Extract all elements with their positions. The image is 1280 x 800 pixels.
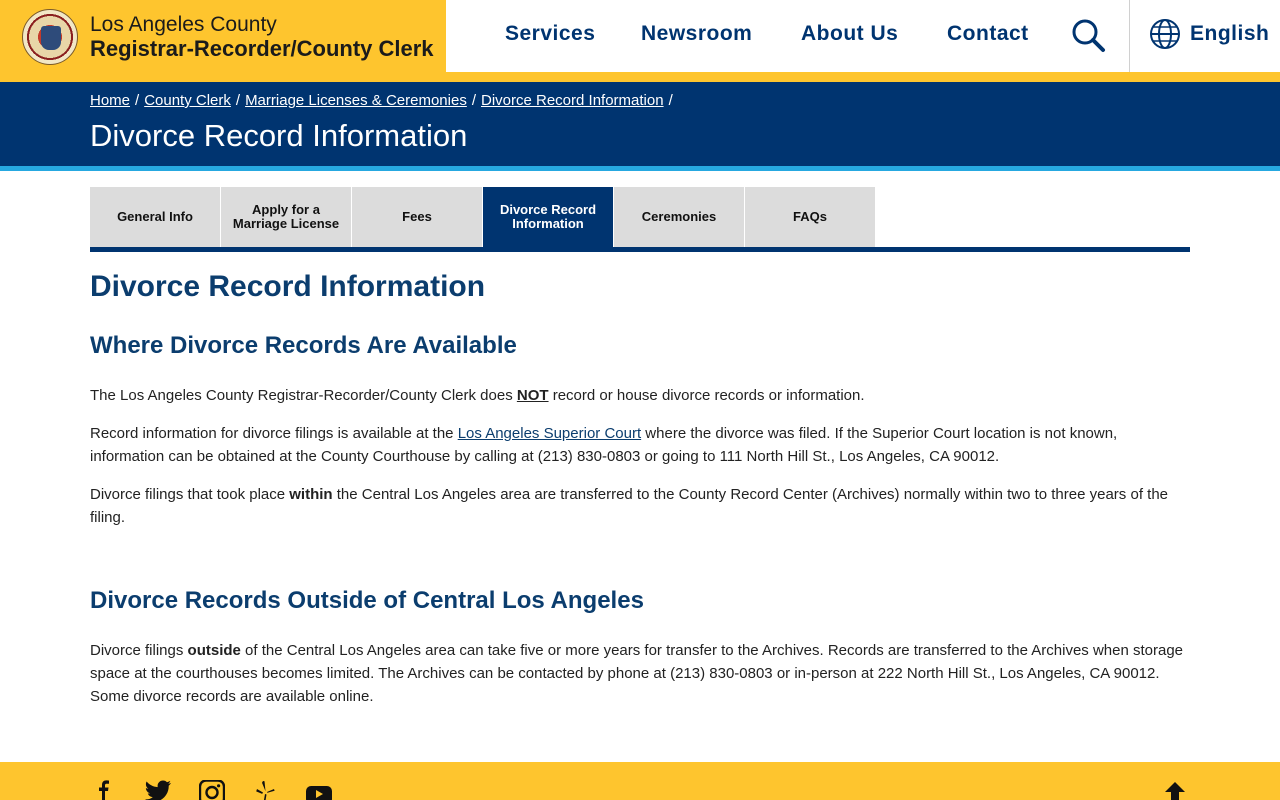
tab-faqs[interactable]: FAQs: [745, 187, 875, 247]
paragraph-central-transfer: [90, 483, 1190, 529]
instagram-link[interactable]: [199, 780, 229, 800]
brand-county-name: Los Angeles County: [90, 13, 277, 36]
breadcrumb-home[interactable]: Home: [90, 92, 131, 109]
paragraph-superior-court: [90, 422, 1190, 468]
back-to-top-button[interactable]: [1162, 780, 1188, 800]
twitter-icon: [145, 780, 173, 800]
breadcrumb-separator: /: [471, 92, 476, 109]
globe-icon: [1148, 17, 1182, 51]
nav-newsroom[interactable]: Newsroom: [641, 22, 753, 45]
youtube-link[interactable]: [305, 780, 335, 800]
arrow-up-icon: [1162, 780, 1188, 800]
language-selector[interactable]: [1148, 16, 1269, 52]
tab-apply-marriage-license[interactable]: Apply for a Marriage License: [221, 187, 351, 247]
language-label: English: [1190, 22, 1270, 45]
section-heading-availability: Where Divorce Records Are Available: [90, 332, 517, 359]
facebook-link[interactable]: [94, 780, 124, 800]
breadcrumb-separator: /: [135, 92, 140, 109]
paragraph-text: record or house divorce records or information.: [548, 387, 865, 404]
yelp-icon: [253, 780, 279, 800]
paragraph-text: Divorce filings: [90, 642, 188, 659]
brand-block[interactable]: [0, 0, 446, 82]
twitter-link[interactable]: [145, 780, 175, 800]
paragraph-text: the Central Los Angeles area are transferred to the County Record Center (Archives) normally within two to three years of the filing.: [90, 486, 1169, 526]
header-accent-strip: [446, 72, 1280, 82]
breadcrumb-divorce-records[interactable]: Divorce Record Information: [481, 92, 664, 109]
breadcrumb-county-clerk[interactable]: County Clerk: [144, 92, 231, 109]
breadcrumb: [90, 92, 678, 109]
tab-general-info[interactable]: General Info: [90, 187, 220, 247]
breadcrumb-marriage-licenses[interactable]: Marriage Licenses & Ceremonies: [245, 92, 467, 109]
tab-ceremonies[interactable]: Ceremonies: [614, 187, 744, 247]
breadcrumb-separator: /: [235, 92, 241, 109]
site-footer: [0, 762, 1280, 800]
search-button[interactable]: [1068, 16, 1108, 56]
breadcrumb-separator: /: [668, 92, 673, 109]
brand-department-name: Registrar-Recorder/County Clerk: [90, 36, 434, 61]
header-divider: [1129, 0, 1130, 72]
emphasis-outside: outside: [187, 642, 241, 659]
nav-services[interactable]: Services: [505, 22, 596, 45]
banner-accent-line: [0, 166, 1280, 171]
paragraph-text: Divorce filings that took place: [90, 486, 290, 503]
tab-fees[interactable]: Fees: [352, 187, 482, 247]
paragraph-not-recorded: [90, 384, 1190, 407]
tab-divorce-record-information[interactable]: Divorce Record Information: [483, 187, 613, 247]
paragraph-text: of the Central Los Angeles area can take five or more years for transfer to the Archives. Records are transferred to the Archives when storage space at the courthouses becomes limited. The Archives can be contacted by phone at (213) 830-0803 or in-person at 222 North Hill St., Los Angeles, CA 90012. Some divorce records are available online.: [90, 642, 1184, 705]
nav-contact[interactable]: Contact: [947, 22, 1029, 45]
page-title: Divorce Record Information: [90, 118, 468, 153]
paragraph-text: where the divorce was filed. If the Superior Court location is not known, information can be obtained at the County Courthouse by calling at (213) 830-0803 or going to 111 North Hill St., Los Angeles, CA 90012.: [90, 425, 1118, 465]
superior-court-link[interactable]: Los Angeles Superior Court: [457, 425, 642, 442]
emphasis-not: NOT: [516, 387, 549, 404]
facebook-icon: [94, 780, 114, 800]
paragraph-text: The Los Angeles County Registrar-Recorder/County Clerk does: [90, 387, 517, 404]
site-header: [0, 0, 1280, 82]
section-tabs: [90, 187, 876, 247]
search-icon: [1068, 16, 1108, 56]
instagram-icon: [199, 780, 225, 800]
paragraph-text: Record information for divorce filings is available at the: [90, 425, 458, 442]
yelp-link[interactable]: [253, 780, 283, 800]
content-heading: Divorce Record Information: [90, 270, 486, 303]
county-seal-logo: [22, 9, 78, 65]
paragraph-outside-transfer: [90, 639, 1190, 708]
nav-about-us[interactable]: About Us: [801, 22, 899, 45]
section-heading-outside-central: Divorce Records Outside of Central Los Angeles: [90, 587, 644, 614]
youtube-icon: [305, 780, 333, 800]
emphasis-within: within: [289, 486, 333, 503]
tabs-underline: [90, 247, 1190, 252]
